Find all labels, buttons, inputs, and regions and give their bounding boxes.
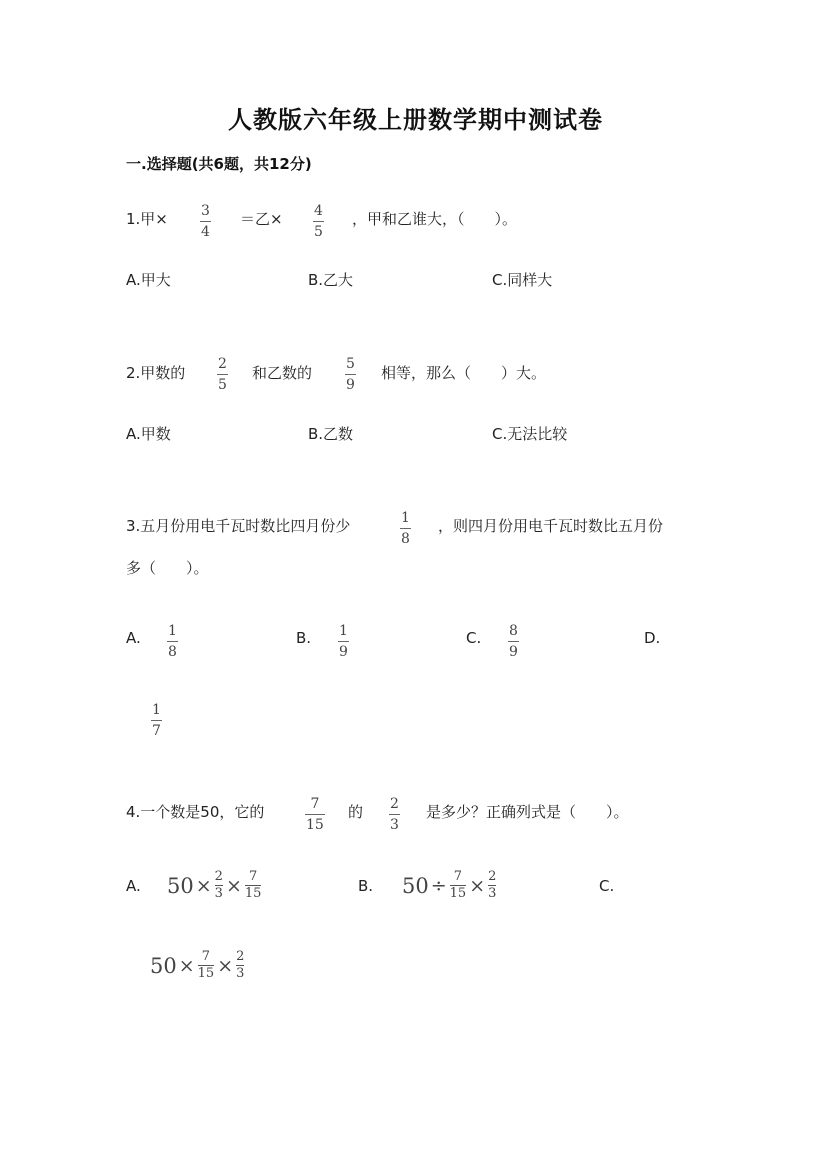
q1-option-c[interactable]: C.同样大 — [492, 271, 553, 289]
q3-option-c-fraction[interactable] — [508, 623, 519, 660]
q2-option-a[interactable]: A.甲数 — [126, 425, 171, 443]
denominator: 9 — [509, 644, 518, 660]
q2-text-3: 相等，那么（ ）大。 — [381, 364, 547, 382]
number: 50 — [150, 953, 177, 978]
q1-text-3: ，甲和乙谁大，（ ）。 — [352, 210, 518, 228]
q3-option-a-fraction[interactable] — [167, 623, 178, 660]
denominator: 9 — [339, 644, 348, 660]
q2-fraction-1 — [217, 356, 228, 393]
numerator: 1 — [168, 623, 177, 639]
q2-option-b[interactable]: B.乙数 — [308, 425, 354, 443]
fraction: 2 3 — [214, 869, 223, 901]
fraction: 2 3 — [236, 949, 245, 981]
denominator: 3 — [390, 817, 399, 833]
times-operator: × — [225, 874, 242, 897]
q4-fraction-2 — [389, 796, 400, 833]
q1-fraction-1 — [200, 203, 211, 240]
q1-option-b[interactable]: B.乙大 — [308, 271, 354, 289]
divide-operator: ÷ — [430, 874, 447, 897]
denominator: 4 — [201, 224, 210, 240]
denominator: 9 — [346, 377, 355, 393]
numerator: 5 — [346, 356, 355, 372]
q3-fraction-1 — [400, 510, 411, 547]
q4-option-c-expression[interactable] — [150, 950, 245, 981]
q4-option-b[interactable]: B. — [358, 877, 374, 895]
numerator: 7 — [310, 796, 320, 812]
q1-fraction-2 — [313, 203, 324, 240]
times-operator: × — [195, 874, 212, 897]
q2-fraction-2 — [345, 356, 356, 393]
numerator: 1 — [152, 702, 161, 718]
numerator: 4 — [314, 203, 323, 219]
times-operator: × — [469, 874, 486, 897]
q4-text-3: 是多少？正确列式是（ ）。 — [426, 803, 629, 821]
q3-option-b[interactable]: B. — [296, 629, 312, 647]
denominator: 8 — [401, 531, 410, 547]
number: 50 — [402, 873, 429, 898]
fraction: 7 15 — [197, 949, 215, 981]
denominator: 5 — [218, 377, 227, 393]
q3-option-b-fraction[interactable] — [338, 623, 349, 660]
q3-option-a[interactable]: A. — [126, 629, 141, 647]
q3-option-d-fraction[interactable] — [151, 702, 162, 739]
numerator: 2 — [390, 796, 399, 812]
q3-text-3: 多（ ）。 — [126, 559, 209, 577]
denominator: 7 — [152, 723, 161, 739]
denominator: 5 — [314, 224, 323, 240]
q4-fraction-1 — [305, 796, 325, 833]
q3-option-d[interactable]: D. — [644, 629, 661, 647]
numerator: 3 — [201, 203, 210, 219]
fraction: 7 15 — [449, 869, 467, 901]
q4-option-b-expression[interactable] — [402, 870, 497, 901]
times-operator: × — [217, 954, 234, 977]
q2-text-1: 2.甲数的 — [126, 364, 186, 382]
q1-option-a[interactable]: A.甲大 — [126, 271, 171, 289]
q4-text-2: 的 — [348, 803, 364, 821]
denominator: 8 — [168, 644, 177, 660]
denominator: 15 — [306, 817, 324, 833]
numerator: 8 — [509, 623, 518, 639]
q1-text-1: 1.甲× — [126, 210, 168, 228]
number: 50 — [167, 873, 194, 898]
numerator: 1 — [339, 623, 348, 639]
page-title: 人教版六年级上册数学期中测试卷 — [228, 105, 603, 134]
q4-option-c[interactable]: C. — [599, 877, 615, 895]
times-operator: × — [178, 954, 195, 977]
q3-option-c[interactable]: C. — [466, 629, 482, 647]
q4-option-a[interactable]: A. — [126, 877, 141, 895]
q2-text-2: 和乙数的 — [252, 364, 313, 382]
q2-option-c[interactable]: C.无法比较 — [492, 425, 568, 443]
q4-option-a-expression[interactable] — [167, 870, 262, 901]
numerator: 2 — [218, 356, 227, 372]
q1-text-2: ＝乙× — [240, 210, 283, 228]
fraction: 7 15 — [244, 869, 262, 901]
q3-text-1: 3.五月份用电千瓦时数比四月份少 — [126, 517, 351, 535]
q4-text-1: 4.一个数是50，它的 — [126, 803, 265, 821]
numerator: 1 — [401, 510, 410, 526]
q3-text-2: ，则四月份用电千瓦时数比五月份 — [438, 517, 664, 535]
fraction: 2 3 — [488, 869, 497, 901]
section-heading: 一.选择题(共6题，共12分) — [126, 155, 312, 173]
